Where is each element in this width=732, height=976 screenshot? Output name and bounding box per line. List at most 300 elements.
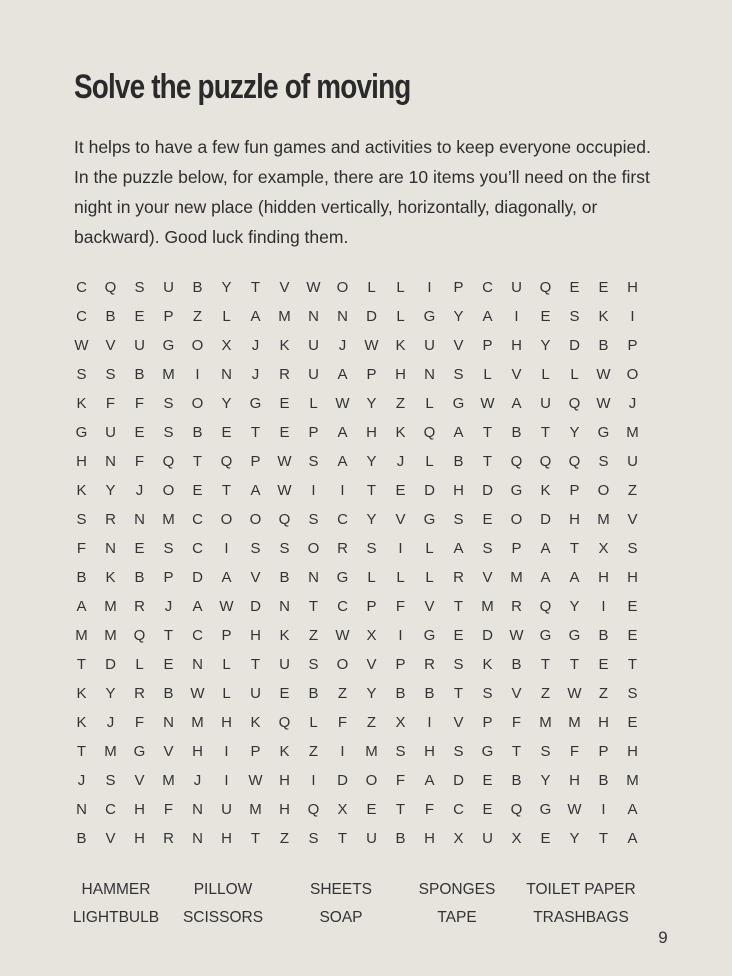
grid-letter[interactable]: W — [335, 395, 350, 412]
grid-letter[interactable]: P — [163, 308, 174, 325]
grid-letter[interactable]: L — [425, 569, 434, 586]
grid-letter[interactable]: L — [396, 569, 405, 586]
grid-letter[interactable]: L — [396, 279, 405, 296]
grid-letter[interactable]: A — [453, 540, 464, 557]
grid-letter[interactable]: T — [627, 656, 638, 673]
grid-letter[interactable]: Q — [278, 511, 291, 528]
grid-letter[interactable]: T — [511, 743, 522, 760]
grid-letter[interactable]: Z — [627, 482, 638, 499]
grid-letter[interactable]: U — [366, 830, 377, 847]
grid-letter[interactable]: O — [365, 772, 378, 789]
grid-letter[interactable]: S — [540, 743, 551, 760]
grid-letter[interactable]: N — [308, 569, 319, 586]
grid-letter[interactable]: P — [598, 743, 609, 760]
grid-letter[interactable]: U — [627, 453, 638, 470]
grid-letter[interactable]: A — [337, 453, 348, 470]
grid-letter[interactable]: E — [627, 627, 638, 644]
grid-letter[interactable]: U — [424, 337, 435, 354]
grid-letter[interactable]: B — [76, 569, 87, 586]
grid-letter[interactable]: H — [569, 511, 580, 528]
grid-letter[interactable]: V — [250, 569, 261, 586]
grid-letter[interactable]: I — [630, 308, 635, 325]
grid-letter[interactable]: B — [424, 685, 435, 702]
grid-letter[interactable]: G — [597, 424, 610, 441]
grid-letter[interactable]: L — [425, 453, 434, 470]
grid-letter[interactable]: S — [134, 279, 145, 296]
grid-letter[interactable]: N — [279, 598, 290, 615]
grid-letter[interactable]: M — [626, 424, 639, 441]
grid-letter[interactable]: Y — [540, 772, 551, 789]
grid-letter[interactable]: K — [279, 627, 290, 644]
grid-letter[interactable]: Q — [307, 801, 320, 818]
grid-letter[interactable]: W — [306, 279, 321, 296]
grid-letter[interactable]: Z — [308, 743, 319, 760]
grid-letter[interactable]: E — [540, 308, 551, 325]
grid-letter[interactable]: Q — [220, 453, 233, 470]
grid-letter[interactable]: N — [221, 366, 232, 383]
grid-letter[interactable]: Z — [279, 830, 290, 847]
grid-letter[interactable]: V — [511, 366, 522, 383]
grid-letter[interactable]: E — [395, 482, 406, 499]
grid-letter[interactable]: K — [540, 482, 551, 499]
grid-letter[interactable]: U — [221, 801, 232, 818]
grid-letter[interactable]: S — [453, 743, 464, 760]
grid-letter[interactable]: K — [76, 482, 87, 499]
grid-letter[interactable]: W — [596, 366, 611, 383]
grid-letter[interactable]: U — [482, 830, 493, 847]
grid-letter[interactable]: O — [510, 511, 523, 528]
grid-letter[interactable]: B — [598, 337, 609, 354]
grid-letter[interactable]: N — [192, 801, 203, 818]
grid-letter[interactable]: V — [163, 743, 174, 760]
grid-letter[interactable]: M — [481, 598, 494, 615]
grid-letter[interactable]: V — [453, 714, 464, 731]
grid-letter[interactable]: G — [133, 743, 146, 760]
grid-letter[interactable]: M — [104, 627, 117, 644]
grid-letter[interactable]: Y — [540, 337, 551, 354]
grid-letter[interactable]: Q — [278, 714, 291, 731]
grid-letter[interactable]: P — [250, 743, 261, 760]
grid-letter[interactable]: X — [366, 627, 377, 644]
grid-letter[interactable]: W — [596, 395, 611, 412]
grid-letter[interactable]: E — [627, 598, 638, 615]
grid-letter[interactable]: H — [424, 743, 435, 760]
grid-letter[interactable]: U — [511, 279, 522, 296]
grid-letter[interactable]: S — [105, 772, 116, 789]
grid-letter[interactable]: X — [511, 830, 522, 847]
grid-letter[interactable]: L — [135, 656, 144, 673]
grid-letter[interactable]: W — [567, 685, 582, 702]
grid-letter[interactable]: E — [569, 279, 580, 296]
grid-letter[interactable]: T — [453, 598, 464, 615]
grid-letter[interactable]: S — [569, 308, 580, 325]
grid-letter[interactable]: K — [105, 569, 116, 586]
grid-letter[interactable]: T — [250, 830, 261, 847]
grid-letter[interactable]: B — [76, 830, 87, 847]
grid-letter[interactable]: B — [511, 424, 522, 441]
grid-letter[interactable]: G — [452, 395, 465, 412]
grid-letter[interactable]: Z — [308, 627, 319, 644]
grid-letter[interactable]: R — [453, 569, 464, 586]
grid-letter[interactable]: Y — [366, 395, 377, 412]
grid-letter[interactable]: O — [307, 540, 320, 557]
grid-letter[interactable]: O — [336, 656, 349, 673]
grid-letter[interactable]: L — [367, 279, 376, 296]
grid-letter[interactable]: A — [627, 801, 638, 818]
grid-letter[interactable]: M — [162, 366, 175, 383]
grid-letter[interactable]: H — [598, 569, 609, 586]
grid-letter[interactable]: G — [162, 337, 175, 354]
grid-letter[interactable]: S — [627, 685, 638, 702]
grid-letter[interactable]: K — [279, 337, 290, 354]
grid-letter[interactable]: B — [395, 830, 406, 847]
grid-letter[interactable]: M — [191, 714, 204, 731]
grid-letter[interactable]: Q — [104, 279, 117, 296]
grid-letter[interactable]: A — [192, 598, 203, 615]
grid-letter[interactable]: Y — [569, 424, 580, 441]
grid-letter[interactable]: B — [395, 685, 406, 702]
grid-letter[interactable]: A — [337, 424, 348, 441]
grid-letter[interactable]: E — [598, 279, 609, 296]
grid-letter[interactable]: R — [424, 656, 435, 673]
grid-letter[interactable]: F — [134, 453, 145, 470]
grid-letter[interactable]: N — [192, 830, 203, 847]
grid-letter[interactable]: T — [76, 743, 87, 760]
grid-letter[interactable]: S — [279, 540, 290, 557]
grid-letter[interactable]: M — [104, 598, 117, 615]
grid-letter[interactable]: B — [511, 656, 522, 673]
grid-letter[interactable]: P — [453, 279, 464, 296]
grid-letter[interactable]: I — [601, 801, 606, 818]
grid-letter[interactable]: A — [76, 598, 87, 615]
grid-letter[interactable]: E — [279, 424, 290, 441]
grid-letter[interactable]: M — [365, 743, 378, 760]
grid-letter[interactable]: W — [277, 453, 292, 470]
grid-letter[interactable]: S — [308, 511, 319, 528]
grid-letter[interactable]: K — [395, 424, 406, 441]
grid-letter[interactable]: G — [336, 569, 349, 586]
grid-letter[interactable]: W — [190, 685, 205, 702]
grid-letter[interactable]: H — [250, 627, 261, 644]
grid-letter[interactable]: F — [395, 772, 406, 789]
grid-letter[interactable]: X — [453, 830, 464, 847]
grid-letter[interactable]: C — [105, 801, 116, 818]
grid-letter[interactable]: E — [482, 801, 493, 818]
grid-letter[interactable]: Y — [221, 279, 232, 296]
grid-letter[interactable]: J — [106, 714, 115, 731]
grid-letter[interactable]: Q — [133, 627, 146, 644]
grid-letter[interactable]: D — [250, 598, 261, 615]
grid-letter[interactable]: H — [627, 743, 638, 760]
grid-letter[interactable]: E — [134, 308, 145, 325]
grid-letter[interactable]: S — [250, 540, 261, 557]
grid-letter[interactable]: L — [396, 308, 405, 325]
grid-letter[interactable]: N — [105, 453, 116, 470]
grid-letter[interactable]: H — [279, 801, 290, 818]
grid-letter[interactable]: K — [76, 395, 87, 412]
grid-letter[interactable]: Q — [568, 395, 581, 412]
grid-letter[interactable]: E — [482, 511, 493, 528]
grid-letter[interactable]: T — [453, 685, 464, 702]
grid-letter[interactable]: B — [598, 627, 609, 644]
grid-letter[interactable]: I — [427, 279, 432, 296]
grid-letter[interactable]: U — [163, 279, 174, 296]
grid-letter[interactable]: O — [597, 482, 610, 499]
grid-letter[interactable]: T — [250, 424, 261, 441]
grid-letter[interactable]: T — [250, 656, 261, 673]
grid-letter[interactable]: H — [395, 366, 406, 383]
grid-letter[interactable]: S — [598, 453, 609, 470]
grid-letter[interactable]: J — [77, 772, 86, 789]
grid-letter[interactable]: S — [627, 540, 638, 557]
grid-letter[interactable]: A — [569, 569, 580, 586]
grid-letter[interactable]: S — [482, 685, 493, 702]
grid-letter[interactable]: P — [366, 598, 377, 615]
grid-letter[interactable]: A — [337, 366, 348, 383]
grid-letter[interactable]: Q — [539, 279, 552, 296]
grid-letter[interactable]: B — [308, 685, 319, 702]
grid-letter[interactable]: Y — [366, 685, 377, 702]
grid-letter[interactable]: V — [366, 656, 377, 673]
grid-letter[interactable]: X — [337, 801, 348, 818]
grid-letter[interactable]: H — [221, 714, 232, 731]
grid-letter[interactable]: I — [514, 308, 519, 325]
grid-letter[interactable]: E — [134, 540, 145, 557]
grid-letter[interactable]: A — [482, 308, 493, 325]
grid-letter[interactable]: V — [453, 337, 464, 354]
grid-letter[interactable]: Q — [423, 424, 436, 441]
grid-letter[interactable]: C — [76, 308, 87, 325]
grid-letter[interactable]: F — [424, 801, 435, 818]
grid-letter[interactable]: P — [511, 540, 522, 557]
grid-letter[interactable]: F — [105, 395, 116, 412]
grid-letter[interactable]: B — [511, 772, 522, 789]
grid-letter[interactable]: L — [541, 366, 550, 383]
grid-letter[interactable]: F — [511, 714, 522, 731]
grid-letter[interactable]: B — [279, 569, 290, 586]
grid-letter[interactable]: I — [195, 366, 200, 383]
grid-letter[interactable]: P — [627, 337, 638, 354]
grid-letter[interactable]: Z — [192, 308, 203, 325]
grid-letter[interactable]: J — [135, 482, 144, 499]
grid-letter[interactable]: W — [248, 772, 263, 789]
grid-letter[interactable]: I — [601, 598, 606, 615]
grid-letter[interactable]: J — [193, 772, 202, 789]
grid-letter[interactable]: H — [569, 772, 580, 789]
grid-letter[interactable]: Y — [105, 685, 116, 702]
grid-letter[interactable]: S — [76, 366, 87, 383]
grid-letter[interactable]: Q — [539, 453, 552, 470]
grid-letter[interactable]: V — [511, 685, 522, 702]
grid-letter[interactable]: D — [540, 511, 551, 528]
grid-letter[interactable]: T — [569, 540, 580, 557]
grid-letter[interactable]: B — [163, 685, 174, 702]
grid-letter[interactable]: H — [627, 569, 638, 586]
grid-letter[interactable]: Y — [221, 395, 232, 412]
grid-letter[interactable]: P — [308, 424, 319, 441]
grid-letter[interactable]: Y — [105, 482, 116, 499]
grid-letter[interactable]: Q — [510, 453, 523, 470]
grid-letter[interactable]: Z — [540, 685, 551, 702]
grid-letter[interactable]: D — [482, 482, 493, 499]
grid-letter[interactable]: D — [192, 569, 203, 586]
grid-letter[interactable]: G — [423, 627, 436, 644]
grid-letter[interactable]: P — [395, 656, 406, 673]
grid-letter[interactable]: E — [627, 714, 638, 731]
grid-letter[interactable]: N — [308, 308, 319, 325]
grid-letter[interactable]: S — [308, 453, 319, 470]
grid-letter[interactable]: R — [279, 366, 290, 383]
grid-letter[interactable]: Z — [366, 714, 377, 731]
grid-letter[interactable]: L — [222, 685, 231, 702]
grid-letter[interactable]: M — [568, 714, 581, 731]
grid-letter[interactable]: T — [540, 656, 551, 673]
grid-letter[interactable]: R — [337, 540, 348, 557]
grid-letter[interactable]: E — [540, 830, 551, 847]
grid-letter[interactable]: L — [425, 395, 434, 412]
grid-letter[interactable]: V — [627, 511, 638, 528]
grid-letter[interactable]: T — [569, 656, 580, 673]
grid-letter[interactable]: F — [163, 801, 174, 818]
grid-letter[interactable]: G — [423, 511, 436, 528]
grid-letter[interactable]: S — [366, 540, 377, 557]
grid-letter[interactable]: W — [364, 337, 379, 354]
grid-letter[interactable]: L — [425, 540, 434, 557]
grid-letter[interactable]: A — [511, 395, 522, 412]
grid-letter[interactable]: J — [338, 337, 347, 354]
grid-letter[interactable]: S — [453, 656, 464, 673]
grid-letter[interactable]: V — [395, 511, 406, 528]
grid-letter[interactable]: A — [221, 569, 232, 586]
grid-letter[interactable]: K — [250, 714, 261, 731]
grid-letter[interactable]: D — [105, 656, 116, 673]
grid-letter[interactable]: O — [191, 337, 204, 354]
grid-letter[interactable]: K — [279, 743, 290, 760]
grid-letter[interactable]: U — [308, 366, 319, 383]
grid-letter[interactable]: M — [162, 511, 175, 528]
grid-letter[interactable]: A — [424, 772, 435, 789]
grid-letter[interactable]: H — [598, 714, 609, 731]
grid-letter[interactable]: E — [134, 424, 145, 441]
grid-letter[interactable]: J — [628, 395, 637, 412]
grid-letter[interactable]: T — [192, 453, 203, 470]
grid-letter[interactable]: K — [76, 714, 87, 731]
grid-letter[interactable]: S — [482, 540, 493, 557]
grid-letter[interactable]: M — [597, 511, 610, 528]
grid-letter[interactable]: T — [308, 598, 319, 615]
grid-letter[interactable]: X — [221, 337, 232, 354]
grid-letter[interactable]: A — [250, 308, 261, 325]
grid-letter[interactable]: U — [105, 424, 116, 441]
grid-letter[interactable]: T — [482, 453, 493, 470]
grid-letter[interactable]: G — [510, 482, 523, 499]
grid-letter[interactable]: U — [250, 685, 261, 702]
grid-letter[interactable]: T — [598, 830, 609, 847]
grid-letter[interactable]: B — [598, 772, 609, 789]
grid-letter[interactable]: V — [279, 279, 290, 296]
grid-letter[interactable]: E — [163, 656, 174, 673]
grid-letter[interactable]: N — [337, 308, 348, 325]
grid-letter[interactable]: J — [396, 453, 405, 470]
grid-letter[interactable]: I — [224, 772, 229, 789]
grid-letter[interactable]: C — [192, 511, 203, 528]
grid-letter[interactable]: Z — [337, 685, 348, 702]
grid-letter[interactable]: Y — [569, 830, 580, 847]
grid-letter[interactable]: F — [569, 743, 580, 760]
grid-letter[interactable]: T — [482, 424, 493, 441]
grid-letter[interactable]: X — [598, 540, 609, 557]
grid-letter[interactable]: E — [366, 801, 377, 818]
grid-letter[interactable]: R — [105, 511, 116, 528]
grid-letter[interactable]: C — [482, 279, 493, 296]
grid-letter[interactable]: L — [222, 656, 231, 673]
grid-letter[interactable]: H — [279, 772, 290, 789]
grid-letter[interactable]: K — [482, 656, 493, 673]
grid-letter[interactable]: R — [134, 598, 145, 615]
grid-letter[interactable]: W — [219, 598, 234, 615]
grid-letter[interactable]: N — [134, 511, 145, 528]
grid-letter[interactable]: M — [75, 627, 88, 644]
grid-letter[interactable]: B — [192, 279, 203, 296]
grid-letter[interactable]: I — [398, 627, 403, 644]
grid-letter[interactable]: S — [76, 511, 87, 528]
grid-letter[interactable]: V — [134, 772, 145, 789]
grid-letter[interactable]: P — [366, 366, 377, 383]
grid-letter[interactable]: K — [395, 337, 406, 354]
grid-letter[interactable]: H — [627, 279, 638, 296]
grid-letter[interactable]: F — [134, 714, 145, 731]
grid-letter[interactable]: S — [308, 656, 319, 673]
grid-letter[interactable]: E — [598, 656, 609, 673]
grid-letter[interactable]: I — [224, 540, 229, 557]
grid-letter[interactable]: Q — [539, 598, 552, 615]
grid-letter[interactable]: W — [509, 627, 524, 644]
grid-letter[interactable]: A — [627, 830, 638, 847]
grid-letter[interactable]: W — [277, 482, 292, 499]
grid-letter[interactable]: Q — [162, 453, 175, 470]
grid-letter[interactable]: M — [162, 772, 175, 789]
grid-letter[interactable]: Y — [366, 511, 377, 528]
grid-letter[interactable]: N — [163, 714, 174, 731]
grid-letter[interactable]: Y — [569, 598, 580, 615]
grid-letter[interactable]: P — [250, 453, 261, 470]
grid-letter[interactable]: S — [395, 743, 406, 760]
grid-letter[interactable]: F — [134, 395, 145, 412]
grid-letter[interactable]: T — [337, 830, 348, 847]
grid-letter[interactable]: O — [626, 366, 639, 383]
grid-letter[interactable]: G — [539, 627, 552, 644]
grid-letter[interactable]: A — [453, 424, 464, 441]
grid-letter[interactable]: H — [424, 830, 435, 847]
grid-letter[interactable]: E — [453, 627, 464, 644]
grid-letter[interactable]: X — [395, 714, 406, 731]
grid-letter[interactable]: G — [481, 743, 494, 760]
grid-letter[interactable]: T — [250, 279, 261, 296]
grid-letter[interactable]: H — [192, 743, 203, 760]
grid-letter[interactable]: V — [105, 337, 116, 354]
grid-letter[interactable]: P — [482, 714, 493, 731]
grid-letter[interactable]: D — [569, 337, 580, 354]
grid-letter[interactable]: W — [567, 801, 582, 818]
grid-letter[interactable]: K — [598, 308, 609, 325]
grid-letter[interactable]: E — [192, 482, 203, 499]
grid-letter[interactable]: I — [224, 743, 229, 760]
grid-letter[interactable]: M — [510, 569, 523, 586]
grid-letter[interactable]: R — [511, 598, 522, 615]
grid-letter[interactable]: E — [221, 424, 232, 441]
grid-letter[interactable]: R — [134, 685, 145, 702]
grid-letter[interactable]: G — [539, 801, 552, 818]
